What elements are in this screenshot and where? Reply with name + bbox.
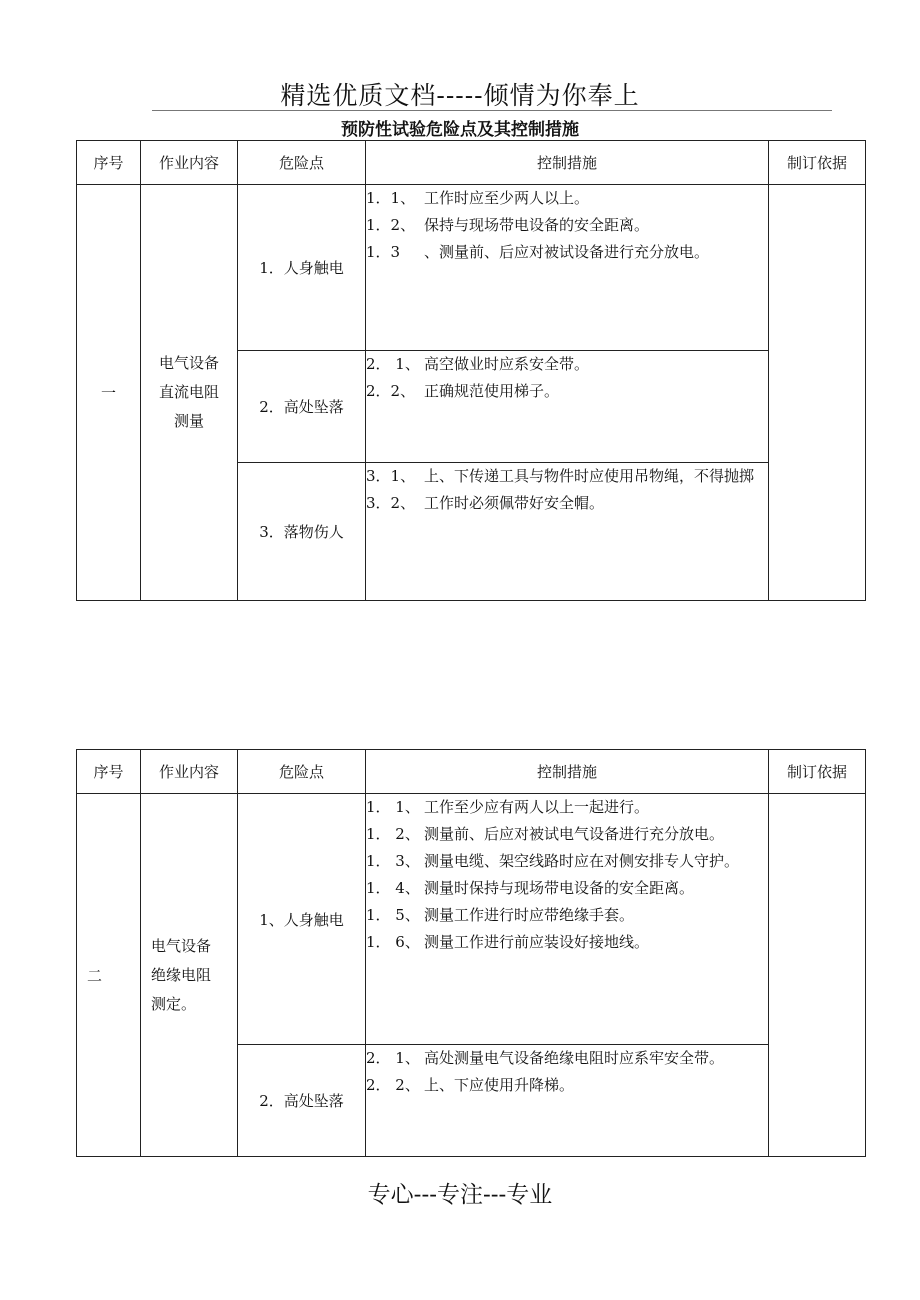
measure-text: 、测量前、后应对被试设备进行充分放电。 <box>424 243 710 261</box>
measure-text: 测量时保持与现场带电设备的安全距离。 <box>424 879 695 897</box>
measure-number: 1．2、 <box>366 216 416 234</box>
measure-number: 2． 1、 <box>366 1049 420 1067</box>
task-cell <box>141 794 238 1157</box>
measure-number: 1． 3、 <box>366 852 420 870</box>
hazard-cell: 2．高处坠落 <box>238 1045 366 1157</box>
column-header-seq: 序号 <box>77 141 141 185</box>
measure-item <box>366 1045 768 1072</box>
sequence-cell: 一 <box>77 185 141 601</box>
task-line: 电气设备 <box>151 936 212 955</box>
measure-text: 测量前、后应对被试电气设备进行充分放电。 <box>424 825 725 843</box>
measure-number: 2．2、 <box>366 382 416 400</box>
column-header-hazard: 危险点 <box>238 750 366 794</box>
measures-cell <box>366 351 769 463</box>
table-row <box>77 185 866 351</box>
column-header-measures: 控制措施 <box>366 750 769 794</box>
measure-item <box>366 902 768 929</box>
task-line: 测量 <box>173 412 204 430</box>
measure-item <box>366 821 768 848</box>
measure-number: 1． 1、 <box>366 798 420 816</box>
measures-cell <box>366 1045 769 1157</box>
measure-number: 3．1、 <box>366 467 416 485</box>
measure-text: 测量工作进行前应装设好接地线。 <box>424 933 650 951</box>
column-header-task: 作业内容 <box>141 141 238 185</box>
sequence-cell: 二 <box>77 794 141 1157</box>
table-row <box>77 794 866 1045</box>
measure-number: 1． 6、 <box>366 933 420 951</box>
hazard-cell: 3．落物伤人 <box>238 463 366 601</box>
measure-item <box>366 490 768 517</box>
risk-table-2 <box>76 749 866 1157</box>
footer-slogan: 专心---专注---专业 <box>367 1182 553 1208</box>
measure-item <box>366 351 768 378</box>
column-header-hazard: 危险点 <box>238 141 366 185</box>
measure-text: 上、下应使用升降梯。 <box>424 1076 575 1094</box>
column-header-task: 作业内容 <box>141 750 238 794</box>
measure-item <box>366 1072 768 1099</box>
hazard-cell: 1．人身触电 <box>238 185 366 351</box>
measure-item <box>366 185 768 212</box>
hazard-cell: 1、人身触电 <box>238 794 366 1045</box>
document-title: 预防性试验危险点及其控制措施 <box>341 120 579 140</box>
table-header-row <box>77 750 866 794</box>
measure-text: 工作时应至少两人以上。 <box>424 189 590 207</box>
measure-number: 1． 5、 <box>366 906 420 924</box>
measure-number: 1． 4、 <box>366 879 420 897</box>
measure-text: 正确规范使用梯子。 <box>424 382 560 400</box>
basis-cell <box>769 794 866 1157</box>
measure-item <box>366 212 768 239</box>
measure-text: 高空做业时应系安全带。 <box>424 355 590 373</box>
measure-number: 2． 1、 <box>366 355 420 373</box>
measure-item <box>366 848 768 875</box>
measure-text: 测量电缆、架空线路时应在对侧安排专人守护。 <box>424 852 740 870</box>
measures-cell <box>366 794 769 1045</box>
measure-text: 保持与现场带电设备的安全距离。 <box>424 216 650 234</box>
column-header-seq: 序号 <box>77 750 141 794</box>
task-line: 绝缘电阻 <box>151 965 212 984</box>
measures-cell <box>366 463 769 601</box>
measure-item <box>366 929 768 956</box>
measure-text: 工作至少应有两人以上一起进行。 <box>424 798 650 816</box>
measure-item <box>366 794 768 821</box>
measure-text: 高处测量电气设备绝缘电阻时应系牢安全带。 <box>424 1049 725 1067</box>
basis-cell <box>769 185 866 601</box>
measure-item <box>366 463 768 490</box>
table-header-row <box>77 141 866 185</box>
measure-text: 上、下传递工具与物件时应使用吊物绳，不得抛掷 <box>424 467 755 485</box>
measure-number: 1．3 <box>366 243 401 261</box>
measure-number: 3．2、 <box>366 494 416 512</box>
task-cell <box>141 185 238 601</box>
header-banner: 精选优质文档-----倾情为你奉上 <box>280 81 640 110</box>
measure-number: 1． 2、 <box>366 825 420 843</box>
hazard-cell: 2．高处坠落 <box>238 351 366 463</box>
measure-item <box>366 378 768 405</box>
task-line: 测定。 <box>151 994 197 1013</box>
column-header-measures: 控制措施 <box>366 141 769 185</box>
task-line: 电气设备 <box>158 354 219 372</box>
measure-text: 测量工作进行时应带绝缘手套。 <box>424 906 635 924</box>
measures-cell <box>366 185 769 351</box>
column-header-basis: 制订依据 <box>769 141 866 185</box>
risk-table-1 <box>76 140 866 601</box>
column-header-basis: 制订依据 <box>769 750 866 794</box>
header-divider <box>152 110 832 111</box>
measure-number: 2． 2、 <box>366 1076 420 1094</box>
measure-text: 工作时必须佩带好安全帽。 <box>424 494 605 512</box>
measure-item <box>366 875 768 902</box>
measure-item <box>366 239 768 266</box>
measure-number: 1．1、 <box>366 189 416 207</box>
task-line: 直流电阻 <box>158 383 219 401</box>
